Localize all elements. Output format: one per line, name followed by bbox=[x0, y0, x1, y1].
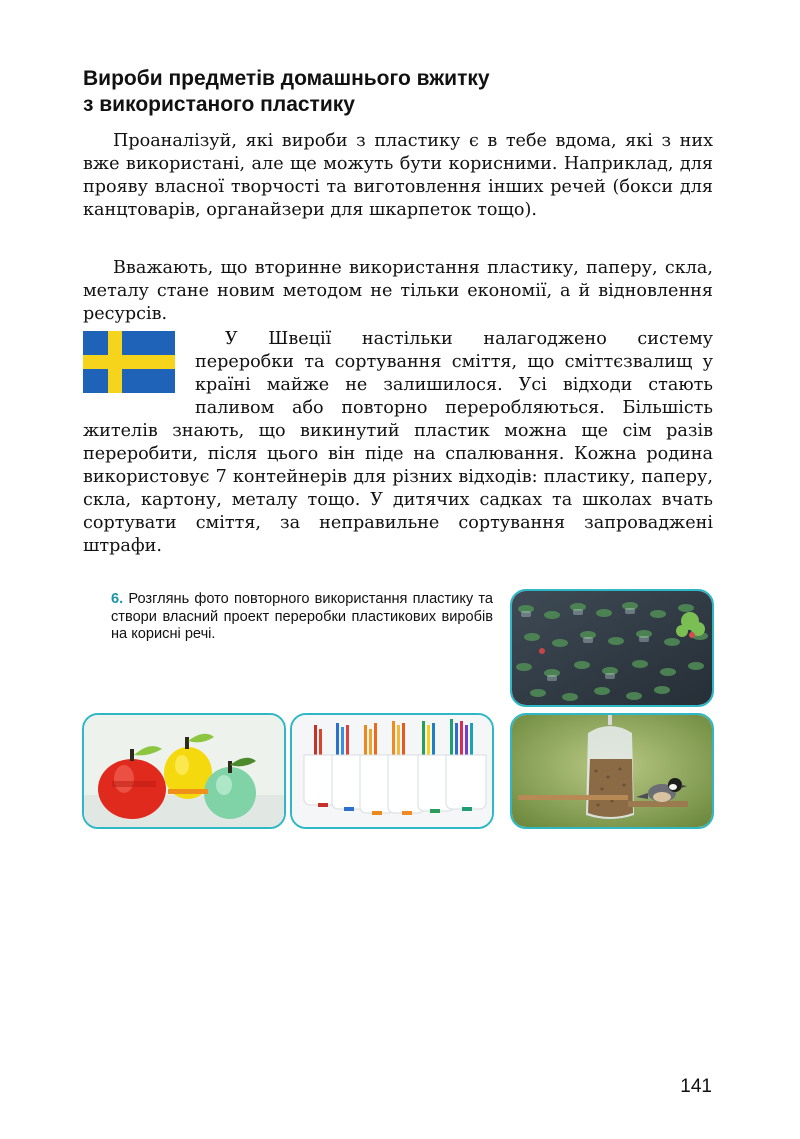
pencil-organizer-jugs-photo bbox=[290, 713, 494, 829]
heading-line-2: з використаного пластику bbox=[83, 93, 355, 116]
bottle-fruit-boxes-photo bbox=[82, 713, 286, 829]
sweden-paragraph-text: У Швеції настільки налагоджено систему переробки та сортування сміття, що сміттєзвалищ у країні майже не залишилося. Усі відходи стають паливом або повторно переробляються. Більшість жителів знають, що викинутий пластик можна ще сім разів переробити, після цього він піде на спалювання. Кожна родина використовує 7 контейнерів для різних відходів: пластику, паперу, скла, картону, металу тощо. У дитячих садках та школах вчать сортувати сміття, за неправильне сортування запроваджені штрафи. bbox=[83, 329, 713, 556]
task-text: Розглянь фото повторного використання пластику та створи власний проект переробки пластикових виробів на корисні речі. bbox=[111, 591, 493, 642]
task-number: 6. bbox=[111, 591, 124, 607]
sweden-flag-icon bbox=[83, 331, 179, 399]
task-6 bbox=[111, 591, 493, 644]
page-number: 141 bbox=[680, 1076, 712, 1097]
paragraph-1: Проаналізуй, які вироби з пластику є в тебе вдома, які з них вже використані, але ще можуть бути корисними. Наприклад, для прояву власної творчості та виготовлення інших речей (бокси для канцтоварів, органайзери для шкарпеток тощо). bbox=[83, 131, 713, 220]
bottle-bird-feeder-photo bbox=[510, 713, 714, 829]
heading-line-1: Вироби предметів домашнього вжитку bbox=[83, 67, 490, 90]
vertical-garden-bottles-photo bbox=[510, 589, 714, 707]
section-heading bbox=[83, 66, 723, 118]
paragraph-2: Вважають, що вторинне використання пластику, паперу, скла, металу стане новим методом не тільки економії, а й відновлення ресурсів. bbox=[83, 258, 713, 324]
paragraph-sweden bbox=[83, 328, 713, 558]
